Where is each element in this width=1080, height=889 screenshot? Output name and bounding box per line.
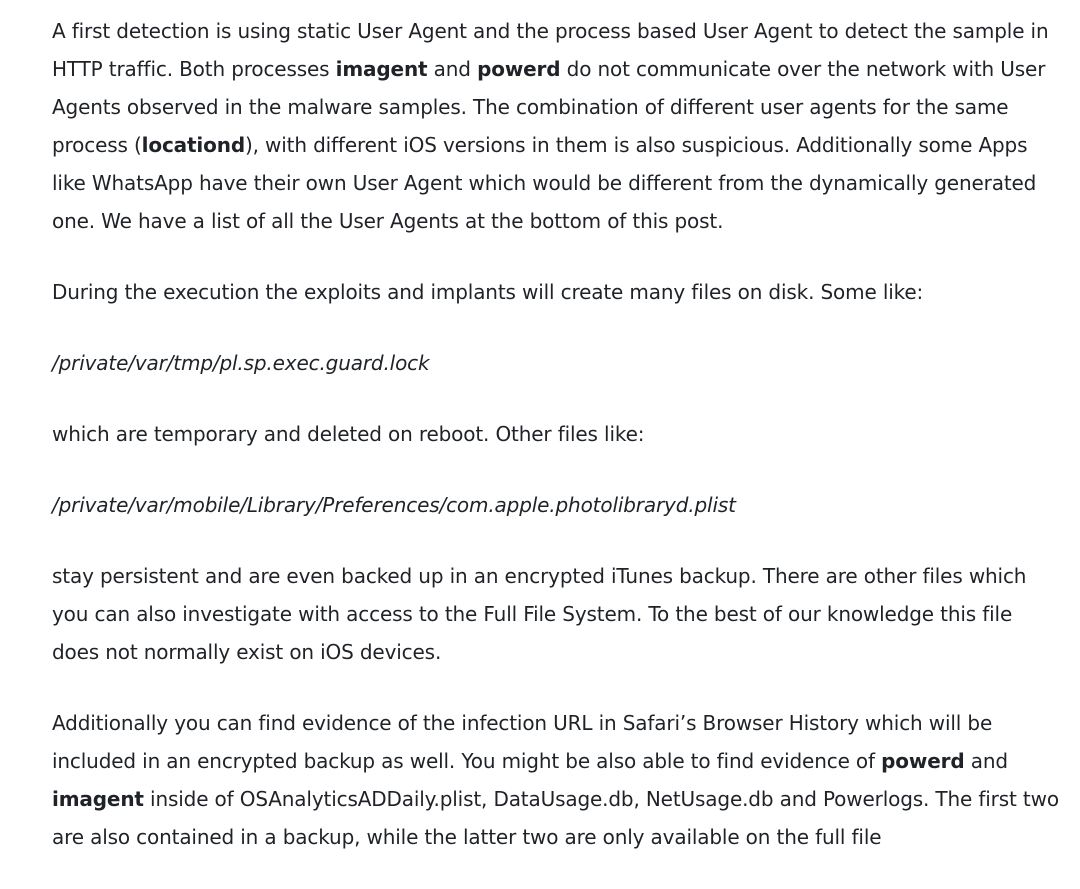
process-name-powerd: powerd (477, 57, 561, 81)
paragraph-user-agent-detection (52, 12, 1062, 240)
p1-text-3: do not communicate over the network with User Agents observed in the malware samples. The combination of different user agents for the same process ( (52, 57, 1046, 157)
p5-text-3: inside of OSAnalyticsADDaily.plist, DataUsage.db, NetUsage.db and Powerlogs. The first two are also contained in a backup, while the latter two are only available on the full file (52, 787, 1059, 849)
file-path-lock: /private/var/tmp/pl.sp.exec.guard.lock (52, 351, 430, 375)
paragraph-safari-evidence (52, 704, 1062, 856)
p1-text-4: ), with different iOS versions in them is also suspicious. Additionally some Apps like WhatsApp have their own User Agent which would be different from the dynamically generated one. We have a list of all the User Agents at the bottom of this post. (52, 133, 1037, 233)
p5-text-1: Additionally you can find evidence of the infection URL in Safari’s Browser History which will be included in an encrypted backup as well. You might be also able to find evidence of (52, 711, 993, 773)
file-path-plist: /private/var/mobile/Library/Preferences/com.apple.photolibraryd.plist (52, 493, 736, 517)
p5-text-2: and (964, 749, 1008, 773)
p1-text-2: and (427, 57, 478, 81)
article-body (52, 12, 1062, 889)
process-name-powerd-2: powerd (881, 749, 965, 773)
paragraph-persistent-files: stay persistent and are even backed up in an encrypted iTunes backup. There are other files which you can also investigate with access to the Full File System. To the best of our knowledge this file does not normally exist on iOS devices. (52, 564, 1027, 664)
process-name-imagent: imagent (335, 57, 428, 81)
paragraph-temporary-files: which are temporary and deleted on reboot. Other files like: (52, 422, 645, 446)
process-name-locationd: locationd (141, 133, 245, 157)
process-name-imagent-2: imagent (52, 787, 144, 811)
paragraph-files-on-disk: During the execution the exploits and implants will create many files on disk. Some like: (52, 280, 924, 304)
p1-text-1: A first detection is using static User Agent and the process based User Agent to detect the sample in HTTP traffic. Both processes (52, 19, 1049, 81)
